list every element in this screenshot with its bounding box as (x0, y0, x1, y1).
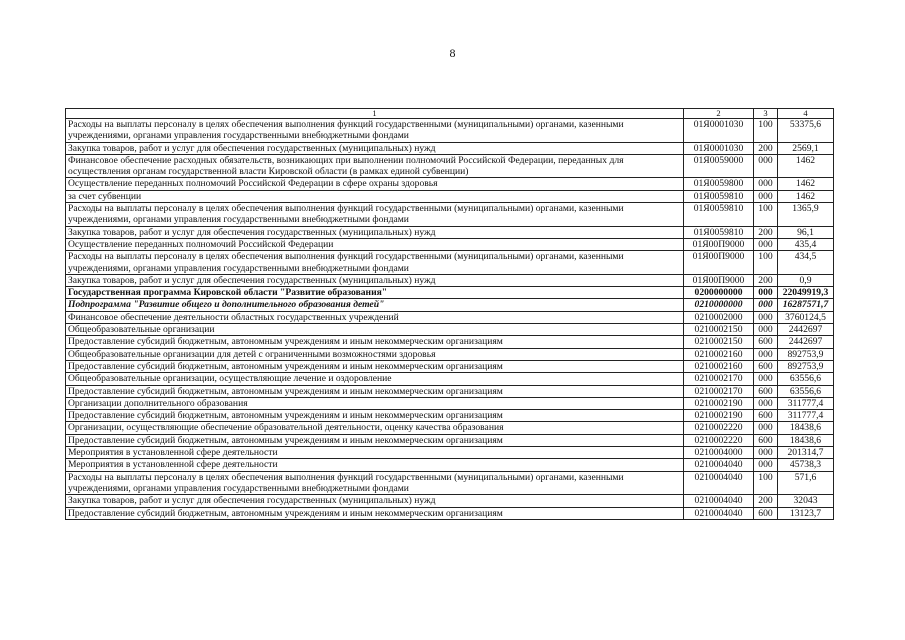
table-row (66, 203, 834, 227)
table-row (66, 422, 834, 434)
row-type-cell: 600 (754, 410, 778, 422)
row-code-cell: 01Я00П9000 (684, 274, 754, 286)
row-code-cell: 0210002150 (684, 324, 754, 336)
row-type-cell: 000 (754, 447, 778, 459)
table-row (66, 238, 834, 250)
row-name-cell: Расходы на выплаты персоналу в целях обеспечения выполнения функций государственными (муниципальными) органами, казенными учреждениями, органами управления государственными внебюджетными фондами (66, 203, 684, 227)
row-name-cell: Финансовое обеспечение расходных обязательств, возникающих при выполнении полномочий Российской Федерации, переданных для осуществления органам государственной власти Кировской области (в рамках единой субвенции) (66, 154, 684, 178)
row-type-cell: 000 (754, 397, 778, 409)
row-type-cell: 100 (754, 119, 778, 143)
row-name-cell: Осуществление переданных полномочий Российской Федерации в сфере охраны здоровья (66, 178, 684, 190)
table-row (66, 373, 834, 385)
row-name-cell: Государственная программа Кировской области "Развитие образования" (66, 287, 684, 299)
row-type-cell: 200 (754, 495, 778, 507)
row-code-cell: 0210002220 (684, 422, 754, 434)
row-name-cell: Подпрограмма "Развитие общего и дополнительного образования детей" (66, 299, 684, 311)
budget-table (65, 108, 834, 520)
row-sum-cell: 311777,4 (778, 397, 834, 409)
row-type-cell: 200 (754, 142, 778, 154)
table-row (66, 274, 834, 286)
row-code-cell: 0210002190 (684, 410, 754, 422)
row-name-cell: Предоставление субсидий бюджетным, автономным учреждениям и иным некоммерческим организациям (66, 336, 684, 348)
table-row (66, 154, 834, 178)
row-code-cell: 0210004040 (684, 495, 754, 507)
table-row (66, 178, 834, 190)
row-sum-cell: 1462 (778, 178, 834, 190)
row-type-cell: 600 (754, 385, 778, 397)
row-sum-cell: 45738,3 (778, 459, 834, 471)
table-row (66, 190, 834, 202)
row-name-cell: Предоставление субсидий бюджетным, автономным учреждениям и иным некоммерческим организациям (66, 434, 684, 446)
row-sum-cell: 2442697 (778, 336, 834, 348)
row-sum-cell: 16287571,7 (778, 299, 834, 311)
row-name-cell: Закупка товаров, работ и услуг для обеспечения государственных (муниципальных) нужд (66, 495, 684, 507)
table-row (66, 226, 834, 238)
row-code-cell: 0210004040 (684, 459, 754, 471)
row-type-cell: 100 (754, 251, 778, 275)
row-type-cell: 600 (754, 336, 778, 348)
table-row (66, 471, 834, 495)
table-row (66, 447, 834, 459)
row-name-cell: Закупка товаров, работ и услуг для обеспечения государственных (муниципальных) нужд (66, 274, 684, 286)
row-code-cell: 01Я0059800 (684, 178, 754, 190)
row-code-cell: 0210002150 (684, 336, 754, 348)
row-code-cell: 0210004040 (684, 507, 754, 519)
row-type-cell: 600 (754, 434, 778, 446)
row-sum-cell: 63556,6 (778, 373, 834, 385)
table-row (66, 119, 834, 143)
row-name-cell: за счет субвенции (66, 190, 684, 202)
row-sum-cell: 1462 (778, 190, 834, 202)
row-sum-cell: 32043 (778, 495, 834, 507)
row-sum-cell: 434,5 (778, 251, 834, 275)
table-row (66, 299, 834, 311)
row-code-cell: 01Я0059000 (684, 154, 754, 178)
row-sum-cell: 22049919,3 (778, 287, 834, 299)
row-name-cell: Осуществление переданных полномочий Российской Федерации (66, 238, 684, 250)
row-sum-cell: 2442697 (778, 324, 834, 336)
row-code-cell: 01Я0001030 (684, 119, 754, 143)
table-row (66, 459, 834, 471)
header-col-2: 2 (684, 109, 754, 119)
row-code-cell: 01Я0059810 (684, 190, 754, 202)
row-name-cell: Предоставление субсидий бюджетным, автономным учреждениям и иным некоммерческим организациям (66, 385, 684, 397)
row-name-cell: Общеобразовательные организации (66, 324, 684, 336)
row-code-cell: 0210002160 (684, 360, 754, 372)
row-type-cell: 000 (754, 178, 778, 190)
row-name-cell: Закупка товаров, работ и услуг для обеспечения государственных (муниципальных) нужд (66, 226, 684, 238)
row-code-cell: 0200000000 (684, 287, 754, 299)
row-name-cell: Предоставление субсидий бюджетным, автономным учреждениям и иным некоммерческим организациям (66, 360, 684, 372)
row-name-cell: Мероприятия в установленной сфере деятельности (66, 447, 684, 459)
row-type-cell: 000 (754, 422, 778, 434)
row-code-cell: 01Я0059810 (684, 203, 754, 227)
header-col-4: 4 (778, 109, 834, 119)
row-sum-cell: 435,4 (778, 238, 834, 250)
row-type-cell: 000 (754, 459, 778, 471)
row-name-cell: Организации, осуществляющие обеспечение образовательной деятельности, оценку качества образования (66, 422, 684, 434)
row-name-cell: Мероприятия в установленной сфере деятельности (66, 459, 684, 471)
row-type-cell: 000 (754, 154, 778, 178)
row-type-cell: 000 (754, 238, 778, 250)
row-name-cell: Предоставление субсидий бюджетным, автономным учреждениям и иным некоммерческим организациям (66, 507, 684, 519)
table-row (66, 397, 834, 409)
row-sum-cell: 3760124,5 (778, 311, 834, 323)
header-col-3: 3 (754, 109, 778, 119)
row-type-cell: 600 (754, 360, 778, 372)
row-sum-cell: 18438,6 (778, 434, 834, 446)
page-number: 8 (449, 46, 456, 60)
row-sum-cell: 892753,9 (778, 348, 834, 360)
row-name-cell: Организации дополнительного образования (66, 397, 684, 409)
row-code-cell: 0210002220 (684, 434, 754, 446)
row-name-cell: Расходы на выплаты персоналу в целях обеспечения выполнения функций государственными (муниципальными) органами, казенными учреждениями, органами управления государственными внебюджетными фондами (66, 251, 684, 275)
row-type-cell: 000 (754, 287, 778, 299)
row-name-cell: Закупка товаров, работ и услуг для обеспечения государственных (муниципальных) нужд (66, 142, 684, 154)
table-row (66, 287, 834, 299)
row-code-cell: 0210004040 (684, 471, 754, 495)
row-sum-cell: 311777,4 (778, 410, 834, 422)
row-sum-cell: 1365,9 (778, 203, 834, 227)
row-sum-cell: 0,9 (778, 274, 834, 286)
row-type-cell: 100 (754, 203, 778, 227)
row-code-cell: 01Я0001030 (684, 142, 754, 154)
row-name-cell: Расходы на выплаты персоналу в целях обеспечения выполнения функций государственными (муниципальными) органами, казенными учреждениями, органами управления государственными внебюджетными фондами (66, 471, 684, 495)
table-header (66, 109, 834, 119)
row-sum-cell: 571,6 (778, 471, 834, 495)
row-code-cell: 0210000000 (684, 299, 754, 311)
table-body (66, 119, 834, 520)
row-sum-cell: 1462 (778, 154, 834, 178)
row-code-cell: 0210002000 (684, 311, 754, 323)
row-sum-cell: 96,1 (778, 226, 834, 238)
row-type-cell: 000 (754, 348, 778, 360)
row-sum-cell: 18438,6 (778, 422, 834, 434)
row-type-cell: 100 (754, 471, 778, 495)
table-row (66, 348, 834, 360)
row-code-cell: 0210004000 (684, 447, 754, 459)
row-code-cell: 01Я00П9000 (684, 238, 754, 250)
row-sum-cell: 201314,7 (778, 447, 834, 459)
row-name-cell: Общеобразовательные организации, осуществляющие лечение и оздоровление (66, 373, 684, 385)
row-sum-cell: 2569,1 (778, 142, 834, 154)
row-name-cell: Расходы на выплаты персоналу в целях обеспечения выполнения функций государственными (муниципальными) органами, казенными учреждениями, органами управления государственными внебюджетными фондами (66, 119, 684, 143)
row-code-cell: 0210002170 (684, 385, 754, 397)
row-type-cell: 000 (754, 190, 778, 202)
table-row (66, 385, 834, 397)
table-row (66, 410, 834, 422)
row-sum-cell: 63556,6 (778, 385, 834, 397)
table-row (66, 324, 834, 336)
row-code-cell: 01Я0059810 (684, 226, 754, 238)
row-type-cell: 000 (754, 299, 778, 311)
table-row (66, 495, 834, 507)
row-type-cell: 200 (754, 274, 778, 286)
row-name-cell: Финансовое обеспечение деятельности областных государственных учреждений (66, 311, 684, 323)
header-col-1: 1 (66, 109, 684, 119)
row-sum-cell: 53375,6 (778, 119, 834, 143)
row-sum-cell: 13123,7 (778, 507, 834, 519)
table-row (66, 251, 834, 275)
row-type-cell: 000 (754, 373, 778, 385)
row-type-cell: 600 (754, 507, 778, 519)
row-name-cell: Общеобразовательные организации для детей с ограниченными возможностями здоровья (66, 348, 684, 360)
row-name-cell: Предоставление субсидий бюджетным, автономным учреждениям и иным некоммерческим организациям (66, 410, 684, 422)
table-row (66, 142, 834, 154)
row-code-cell: 0210002160 (684, 348, 754, 360)
table-row (66, 434, 834, 446)
row-type-cell: 000 (754, 311, 778, 323)
row-type-cell: 200 (754, 226, 778, 238)
table-row (66, 336, 834, 348)
table-row (66, 507, 834, 519)
row-code-cell: 0210002190 (684, 397, 754, 409)
row-sum-cell: 892753,9 (778, 360, 834, 372)
row-type-cell: 000 (754, 324, 778, 336)
table-row (66, 360, 834, 372)
row-code-cell: 01Я00П9000 (684, 251, 754, 275)
row-code-cell: 0210002170 (684, 373, 754, 385)
table-row (66, 311, 834, 323)
